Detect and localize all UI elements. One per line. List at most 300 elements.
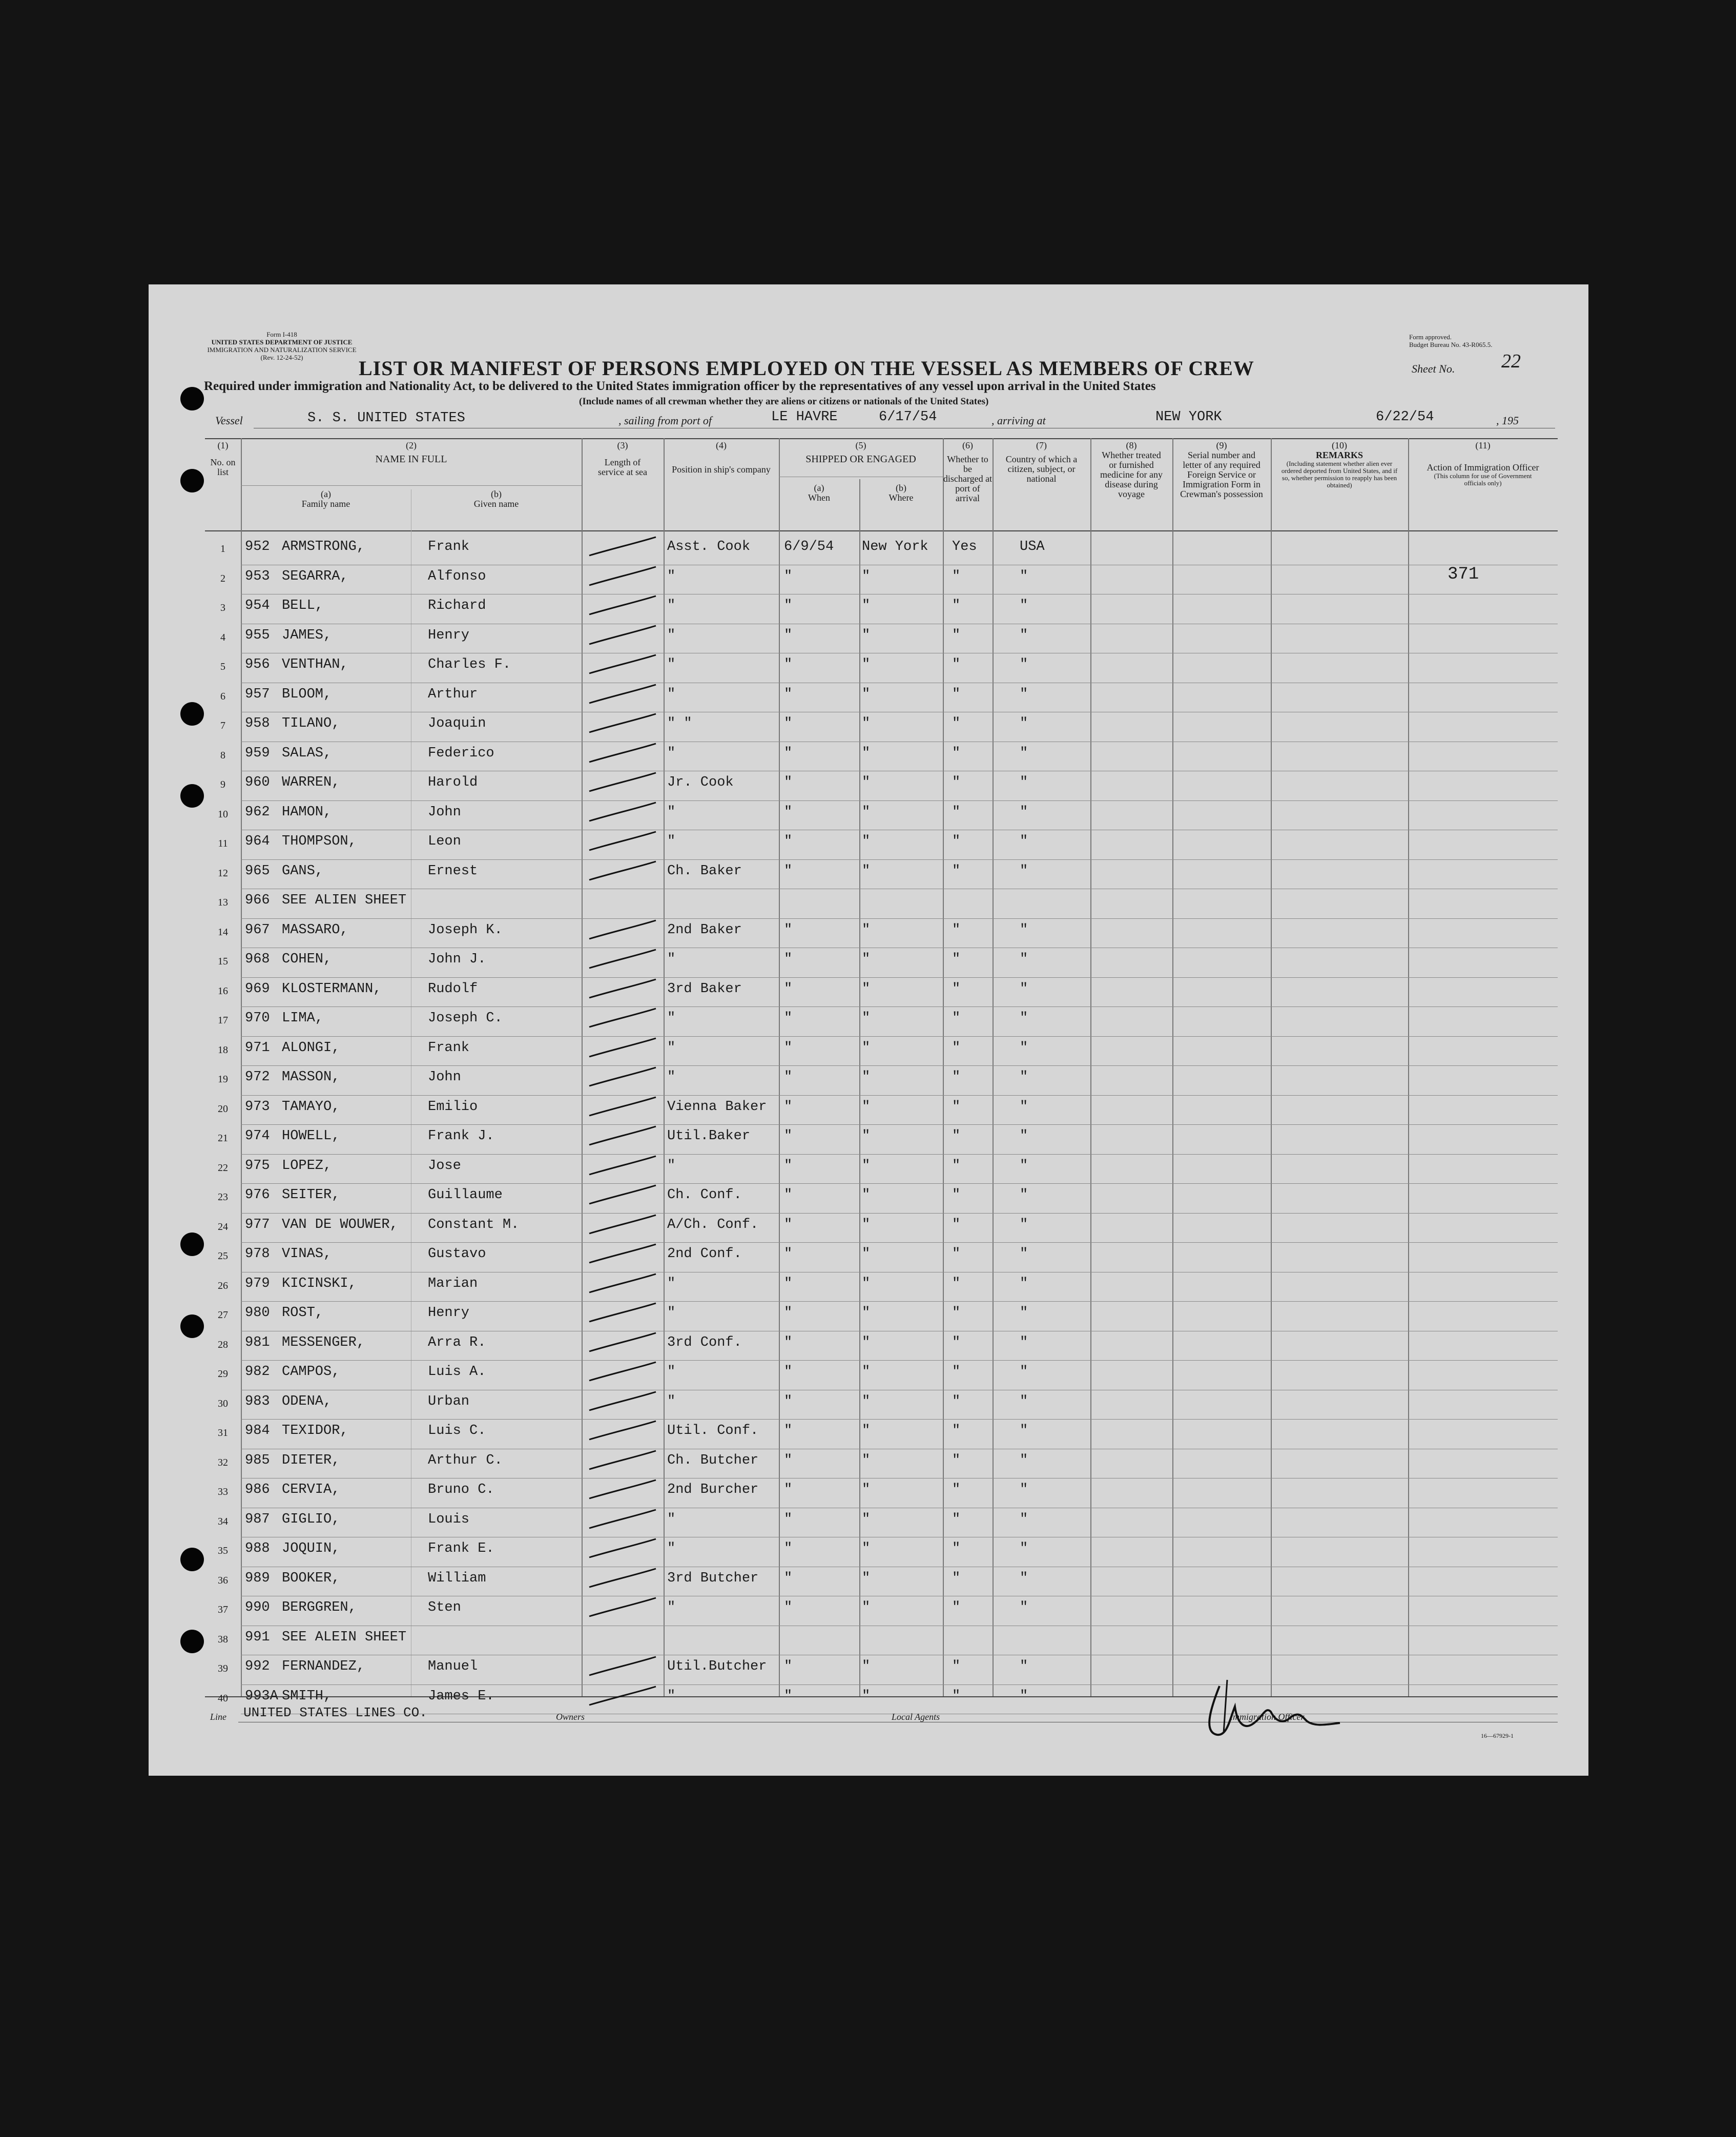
family-name: CAMPOS, [282, 1364, 340, 1380]
position: " " [667, 716, 692, 731]
service: IMMIGRATION AND NATURALIZATION SERVICE [207, 346, 357, 354]
country: " [1020, 1070, 1028, 1085]
country: " [1020, 952, 1028, 967]
family-name: ODENA, [282, 1393, 332, 1409]
service-tick-mark [584, 799, 661, 825]
family-name: JAMES, [282, 627, 332, 643]
crew-id: 967 [245, 922, 270, 938]
country: " [1020, 1511, 1028, 1527]
shipped-where: " [862, 1040, 871, 1056]
family-name: VENTHAN, [282, 657, 348, 672]
country: " [1020, 1128, 1028, 1144]
row-number: 35 [218, 1545, 228, 1556]
family-name: ROST, [282, 1305, 324, 1321]
family-name: SMITH, [282, 1688, 332, 1704]
discharged: " [952, 1011, 961, 1026]
shipped-when: " [784, 1482, 793, 1497]
discharged: " [952, 1423, 961, 1439]
crew-id: 980 [245, 1305, 270, 1321]
family-name: LOPEZ, [282, 1158, 332, 1174]
given-name: Joseph K. [428, 922, 503, 938]
row-rule [241, 859, 1558, 860]
country: " [1020, 657, 1028, 672]
service-tick-mark [584, 1182, 661, 1208]
col7-header: (7) Country of which a citizen, subject, or national [1005, 440, 1078, 484]
country: " [1020, 568, 1028, 584]
given-name: Ernest [428, 863, 478, 879]
discharged: " [952, 568, 961, 584]
family-name: SALAS, [282, 745, 332, 761]
family-name: DIETER, [282, 1452, 340, 1468]
owners-label: Owners [556, 1712, 585, 1722]
shipped-when: " [784, 1187, 793, 1203]
service-tick-mark [584, 534, 661, 560]
service-tick-mark [584, 1566, 661, 1591]
row-number: 22 [218, 1162, 228, 1174]
header-bottom-rule [205, 530, 1558, 531]
discharged: " [952, 1246, 961, 1262]
position: " [667, 1070, 676, 1085]
row-rule [241, 1036, 1558, 1037]
discharged: " [952, 627, 961, 643]
family-name: VINAS, [282, 1246, 332, 1262]
col2a-header: (a) Family name [301, 489, 350, 509]
position: Jr. Cook [667, 775, 734, 790]
row-rule [241, 1124, 1558, 1125]
crew-id: 981 [245, 1334, 270, 1350]
country: " [1020, 1570, 1028, 1586]
family-name: CERVIA, [282, 1482, 340, 1497]
position: " [667, 1364, 676, 1380]
country: " [1020, 1482, 1028, 1497]
service-tick-mark [584, 1507, 661, 1532]
col8-header: (8) Whether treated or furnished medicine for any disease during voyage [1100, 440, 1163, 499]
row-rule [241, 1242, 1558, 1243]
family-name: HOWELL, [282, 1128, 340, 1144]
service-tick-mark [584, 1300, 661, 1326]
shipped-when: " [784, 952, 793, 967]
discharged: " [952, 1659, 961, 1674]
discharged: " [952, 775, 961, 790]
discharged: " [952, 1688, 961, 1704]
shipped-where: " [862, 1334, 871, 1350]
given-name: Frank [428, 539, 470, 554]
officer-label: Immigration Officer [1230, 1712, 1305, 1722]
position: A/Ch. Conf. [667, 1217, 759, 1232]
shipped-when: " [784, 1688, 793, 1704]
col5a-header: (a) When [808, 483, 830, 503]
given-name: Guillaume [428, 1187, 503, 1203]
row-number: 2 [220, 572, 225, 584]
discharged: " [952, 657, 961, 672]
subtitle: Required under immigration and Nationality Act, to be delivered to the United States immigration officer by the representatives of any vessel upon arrival in the United States [204, 379, 1156, 393]
crew-id: 952 [245, 539, 270, 554]
given-name: Emilio [428, 1099, 478, 1115]
family-name: TAMAYO, [282, 1099, 340, 1115]
service-tick-mark [584, 1094, 661, 1120]
family-name: ARMSTRONG, [282, 539, 365, 554]
punch-hole [180, 1548, 204, 1571]
table-top-rule [205, 438, 1558, 439]
family-name: SEE ALIEN SHEET [282, 893, 407, 908]
shipped-where: " [862, 804, 871, 820]
shipped-when: " [784, 1099, 793, 1115]
crew-id: 982 [245, 1364, 270, 1380]
col1-header: (1) No. on list [210, 440, 236, 477]
service-tick-mark [584, 1477, 661, 1503]
position: " [667, 1158, 676, 1174]
line-label: Line [210, 1712, 227, 1722]
discharged: " [952, 1276, 961, 1291]
position: " [667, 1600, 676, 1615]
position: " [667, 1040, 676, 1056]
position: " [667, 598, 676, 613]
col4-header: (4) Position in ship's company [672, 440, 771, 475]
shipped-where: " [862, 1276, 871, 1291]
shipped-where: " [862, 1511, 871, 1527]
punch-hole [180, 469, 204, 492]
shipped-where: " [862, 1187, 871, 1203]
country: " [1020, 1217, 1028, 1232]
row-rule [241, 1065, 1558, 1066]
discharged: " [952, 1305, 961, 1321]
country: " [1020, 1305, 1028, 1321]
crew-id: 968 [245, 952, 270, 967]
discharged: " [952, 1040, 961, 1056]
service-tick-mark [584, 1035, 661, 1061]
family-name: JOQUIN, [282, 1541, 340, 1556]
position: 3rd Conf. [667, 1334, 742, 1350]
position: " [667, 1276, 676, 1291]
shipped-where: " [862, 1128, 871, 1144]
family-name: LIMA, [282, 1011, 324, 1026]
row-number: 28 [218, 1339, 228, 1350]
punch-hole [180, 1630, 204, 1653]
port-from: LE HAVRE [771, 409, 838, 425]
crew-id: 991 [245, 1629, 270, 1645]
discharged: " [952, 1541, 961, 1556]
given-name: Gustavo [428, 1246, 486, 1262]
department: UNITED STATES DEPARTMENT OF JUSTICE [211, 338, 353, 346]
crew-id: 953 [245, 568, 270, 584]
row-number: 36 [218, 1574, 228, 1586]
discharged: " [952, 1364, 961, 1380]
given-name: Manuel [428, 1659, 478, 1674]
immigration-officer-signature [1199, 1676, 1342, 1742]
shipped-when: " [784, 1040, 793, 1056]
position: " [667, 1011, 676, 1026]
family-name: THOMPSON, [282, 834, 357, 849]
crew-id: 975 [245, 1158, 270, 1174]
row-number: 38 [218, 1633, 228, 1645]
country: " [1020, 1158, 1028, 1174]
punch-hole [180, 702, 204, 726]
given-name: William [428, 1570, 486, 1586]
row-rule [241, 918, 1558, 919]
given-name: Leon [428, 834, 461, 849]
position: " [667, 686, 676, 702]
row-number: 16 [218, 985, 228, 997]
row-number: 40 [218, 1692, 228, 1704]
position: Util.Butcher [667, 1659, 767, 1674]
port-to: NEW YORK [1155, 409, 1222, 425]
given-name: Luis C. [428, 1423, 486, 1439]
row-number: 32 [218, 1456, 228, 1468]
family-name: BOOKER, [282, 1570, 340, 1586]
country: " [1020, 1334, 1028, 1350]
crew-id: 954 [245, 598, 270, 613]
crew-id: 987 [245, 1511, 270, 1527]
discharged: " [952, 745, 961, 761]
shipped-when: " [784, 834, 793, 849]
country: " [1020, 1541, 1028, 1556]
position: Vienna Baker [667, 1099, 767, 1115]
family-name: VAN DE WOUWER, [282, 1217, 398, 1232]
position: " [667, 1511, 676, 1527]
row-rule [241, 1006, 1558, 1007]
service-tick-mark [584, 682, 661, 707]
crew-id: 962 [245, 804, 270, 820]
service-tick-mark [584, 976, 661, 1002]
approval-block [1409, 333, 1492, 348]
row-rule [241, 1183, 1558, 1184]
crew-id: 988 [245, 1541, 270, 1556]
officer-action: 371 [1448, 564, 1479, 584]
given-name: Constant M. [428, 1217, 520, 1232]
discharged: " [952, 1482, 961, 1497]
service-tick-mark [584, 1241, 661, 1267]
shipped-where: " [862, 775, 871, 790]
service-tick-mark [584, 1595, 661, 1620]
vessel-name: S. S. UNITED STATES [307, 410, 465, 426]
row-rule [241, 1154, 1558, 1155]
country: " [1020, 1600, 1028, 1615]
given-name: Frank E. [428, 1541, 494, 1556]
service-tick-mark [584, 1271, 661, 1297]
row-number: 34 [218, 1515, 228, 1527]
discharged: " [952, 981, 961, 997]
form-id: Form I-418 [266, 331, 297, 338]
position: 3rd Butcher [667, 1570, 759, 1586]
page-title: LIST OR MANIFEST OF PERSONS EMPLOYED ON THE VESSEL AS MEMBERS OF CREW [359, 357, 1254, 380]
shipped-where: " [862, 657, 871, 672]
row-number: 9 [220, 779, 225, 790]
discharged: " [952, 804, 961, 820]
row-number: 1 [220, 543, 225, 554]
discharged: " [952, 1570, 961, 1586]
family-name: WARREN, [282, 775, 340, 790]
service-tick-mark [584, 1212, 661, 1238]
family-name: SEGARRA, [282, 568, 348, 584]
shipped-when: " [784, 1158, 793, 1174]
punch-hole [180, 387, 204, 410]
discharged: " [952, 1158, 961, 1174]
country: " [1020, 1246, 1028, 1262]
given-name: Frank [428, 1040, 470, 1056]
family-name: ALONGI, [282, 1040, 340, 1056]
given-name: Jose [428, 1158, 461, 1174]
country: " [1020, 627, 1028, 643]
shipped-where: " [862, 922, 871, 938]
shipped-where: " [862, 1305, 871, 1321]
shipped-when: " [784, 981, 793, 997]
shipped-where: " [862, 1393, 871, 1409]
row-number: 7 [220, 720, 225, 731]
family-name: BLOOM, [282, 686, 332, 702]
position: " [667, 1541, 676, 1556]
row-number: 29 [218, 1368, 228, 1380]
shipped-when: " [784, 1070, 793, 1085]
shipped-when: " [784, 1364, 793, 1380]
row-number: 20 [218, 1103, 228, 1115]
family-name: TILANO, [282, 716, 340, 731]
family-name: MASSON, [282, 1070, 340, 1085]
shipped-where: " [862, 1688, 871, 1704]
shipped-when: " [784, 1276, 793, 1291]
crew-id: 978 [245, 1246, 270, 1262]
position: Ch. Baker [667, 863, 742, 879]
discharged: " [952, 1128, 961, 1144]
discharged: " [952, 952, 961, 967]
family-name: COHEN, [282, 952, 332, 967]
position: " [667, 834, 676, 849]
sailing-label: , sailing from port of [618, 414, 712, 427]
shipped-where: " [862, 1659, 871, 1674]
row-number: 25 [218, 1250, 228, 1262]
shipped-when: " [784, 1128, 793, 1144]
crew-id: 977 [245, 1217, 270, 1232]
given-name: James E. [428, 1688, 494, 1704]
position: " [667, 804, 676, 820]
country: " [1020, 1011, 1028, 1026]
position: 2nd Conf. [667, 1246, 742, 1262]
shipped-where: " [862, 1482, 871, 1497]
shipped-where: " [862, 686, 871, 702]
shipped-when: " [784, 804, 793, 820]
shipped-when: " [784, 568, 793, 584]
crew-id: 993A [245, 1688, 278, 1704]
position: " [667, 952, 676, 967]
crew-id: 960 [245, 775, 270, 790]
crew-id: 969 [245, 981, 270, 997]
service-tick-mark [584, 1418, 661, 1444]
crew-id: 970 [245, 1011, 270, 1026]
family-name: GIGLIO, [282, 1511, 340, 1527]
row-number: 14 [218, 926, 228, 938]
discharged: " [952, 1334, 961, 1350]
shipped-where: " [862, 1070, 871, 1085]
country: " [1020, 1187, 1028, 1203]
shipped-when: " [784, 1246, 793, 1262]
row-rule [241, 1301, 1558, 1302]
name-subheader-rule [241, 485, 582, 486]
country: " [1020, 863, 1028, 879]
family-name: MESSENGER, [282, 1334, 365, 1350]
shipped-when: " [784, 1541, 793, 1556]
family-name: KLOSTERMANN, [282, 981, 382, 997]
service-tick-mark [584, 1153, 661, 1179]
vessel-label: Vessel [215, 414, 243, 427]
row-number: 39 [218, 1663, 228, 1674]
position: " [667, 745, 676, 761]
sheet-label: Sheet No. [1412, 362, 1455, 375]
row-number: 11 [218, 838, 228, 849]
shipped-when: " [784, 1423, 793, 1439]
family-name: BELL, [282, 598, 324, 613]
given-name: John J. [428, 952, 486, 967]
family-name: BERGGREN, [282, 1600, 357, 1615]
position: 3rd Baker [667, 981, 742, 997]
punch-hole [180, 1314, 204, 1338]
discharged: " [952, 1393, 961, 1409]
discharged: " [952, 1511, 961, 1527]
row-number: 10 [218, 808, 228, 820]
country: " [1020, 981, 1028, 997]
discharged: " [952, 1217, 961, 1232]
crew-id: 990 [245, 1600, 270, 1615]
shipped-where: " [862, 952, 871, 967]
shipped-when: " [784, 1334, 793, 1350]
shipped-where: " [862, 834, 871, 849]
row-rule [241, 977, 1558, 978]
shipped-where: New York [862, 539, 928, 554]
family-name: MASSARO, [282, 922, 348, 938]
given-name: Charles F. [428, 657, 511, 672]
subtitle-note: (Include names of all crewman whether they are aliens or citizens or nationals of the United States) [579, 396, 989, 407]
given-name: Joseph C. [428, 1011, 503, 1026]
crew-id: 957 [245, 686, 270, 702]
table-bottom-rule [205, 1696, 1558, 1697]
service-tick-mark [584, 741, 661, 766]
shipped-where: " [862, 1600, 871, 1615]
country: " [1020, 1452, 1028, 1468]
shipped-where: " [862, 568, 871, 584]
country: " [1020, 922, 1028, 938]
row-number: 15 [218, 956, 228, 967]
col9-header: (9) Serial number and letter of any required Foreign Service or Immigration Form in Crewman's possession [1180, 440, 1263, 499]
discharged: " [952, 1452, 961, 1468]
col2b-header: (b) Given name [473, 489, 519, 509]
service-tick-mark [584, 652, 661, 677]
shipped-where: " [862, 1099, 871, 1115]
line-value: UNITED STATES LINES CO. [243, 1705, 427, 1720]
shipped-when: " [784, 775, 793, 790]
service-tick-mark [584, 711, 661, 736]
given-name: John [428, 804, 461, 820]
service-tick-mark [584, 1536, 661, 1561]
given-name: Henry [428, 627, 470, 643]
col2-header: (2) NAME IN FULL [375, 440, 447, 465]
date-from: 6/17/54 [879, 409, 937, 425]
date-to: 6/22/54 [1376, 409, 1434, 425]
country: USA [1020, 539, 1045, 554]
year-suffix: , 195 [1496, 414, 1519, 427]
shipped-when: " [784, 1570, 793, 1586]
country: " [1020, 1099, 1028, 1115]
shipped-when: " [784, 1217, 793, 1232]
row-number: 3 [220, 602, 225, 613]
country: " [1020, 834, 1028, 849]
given-name: Frank J. [428, 1128, 494, 1144]
given-name: Bruno C. [428, 1482, 494, 1497]
row-rule [241, 1213, 1558, 1214]
shipped-when: " [784, 1393, 793, 1409]
shipped-where: " [862, 1011, 871, 1026]
crew-id: 984 [245, 1423, 270, 1439]
col5b-header: (b) Where [888, 483, 914, 503]
crew-id: 955 [245, 627, 270, 643]
arriving-label: , arriving at [991, 414, 1046, 427]
